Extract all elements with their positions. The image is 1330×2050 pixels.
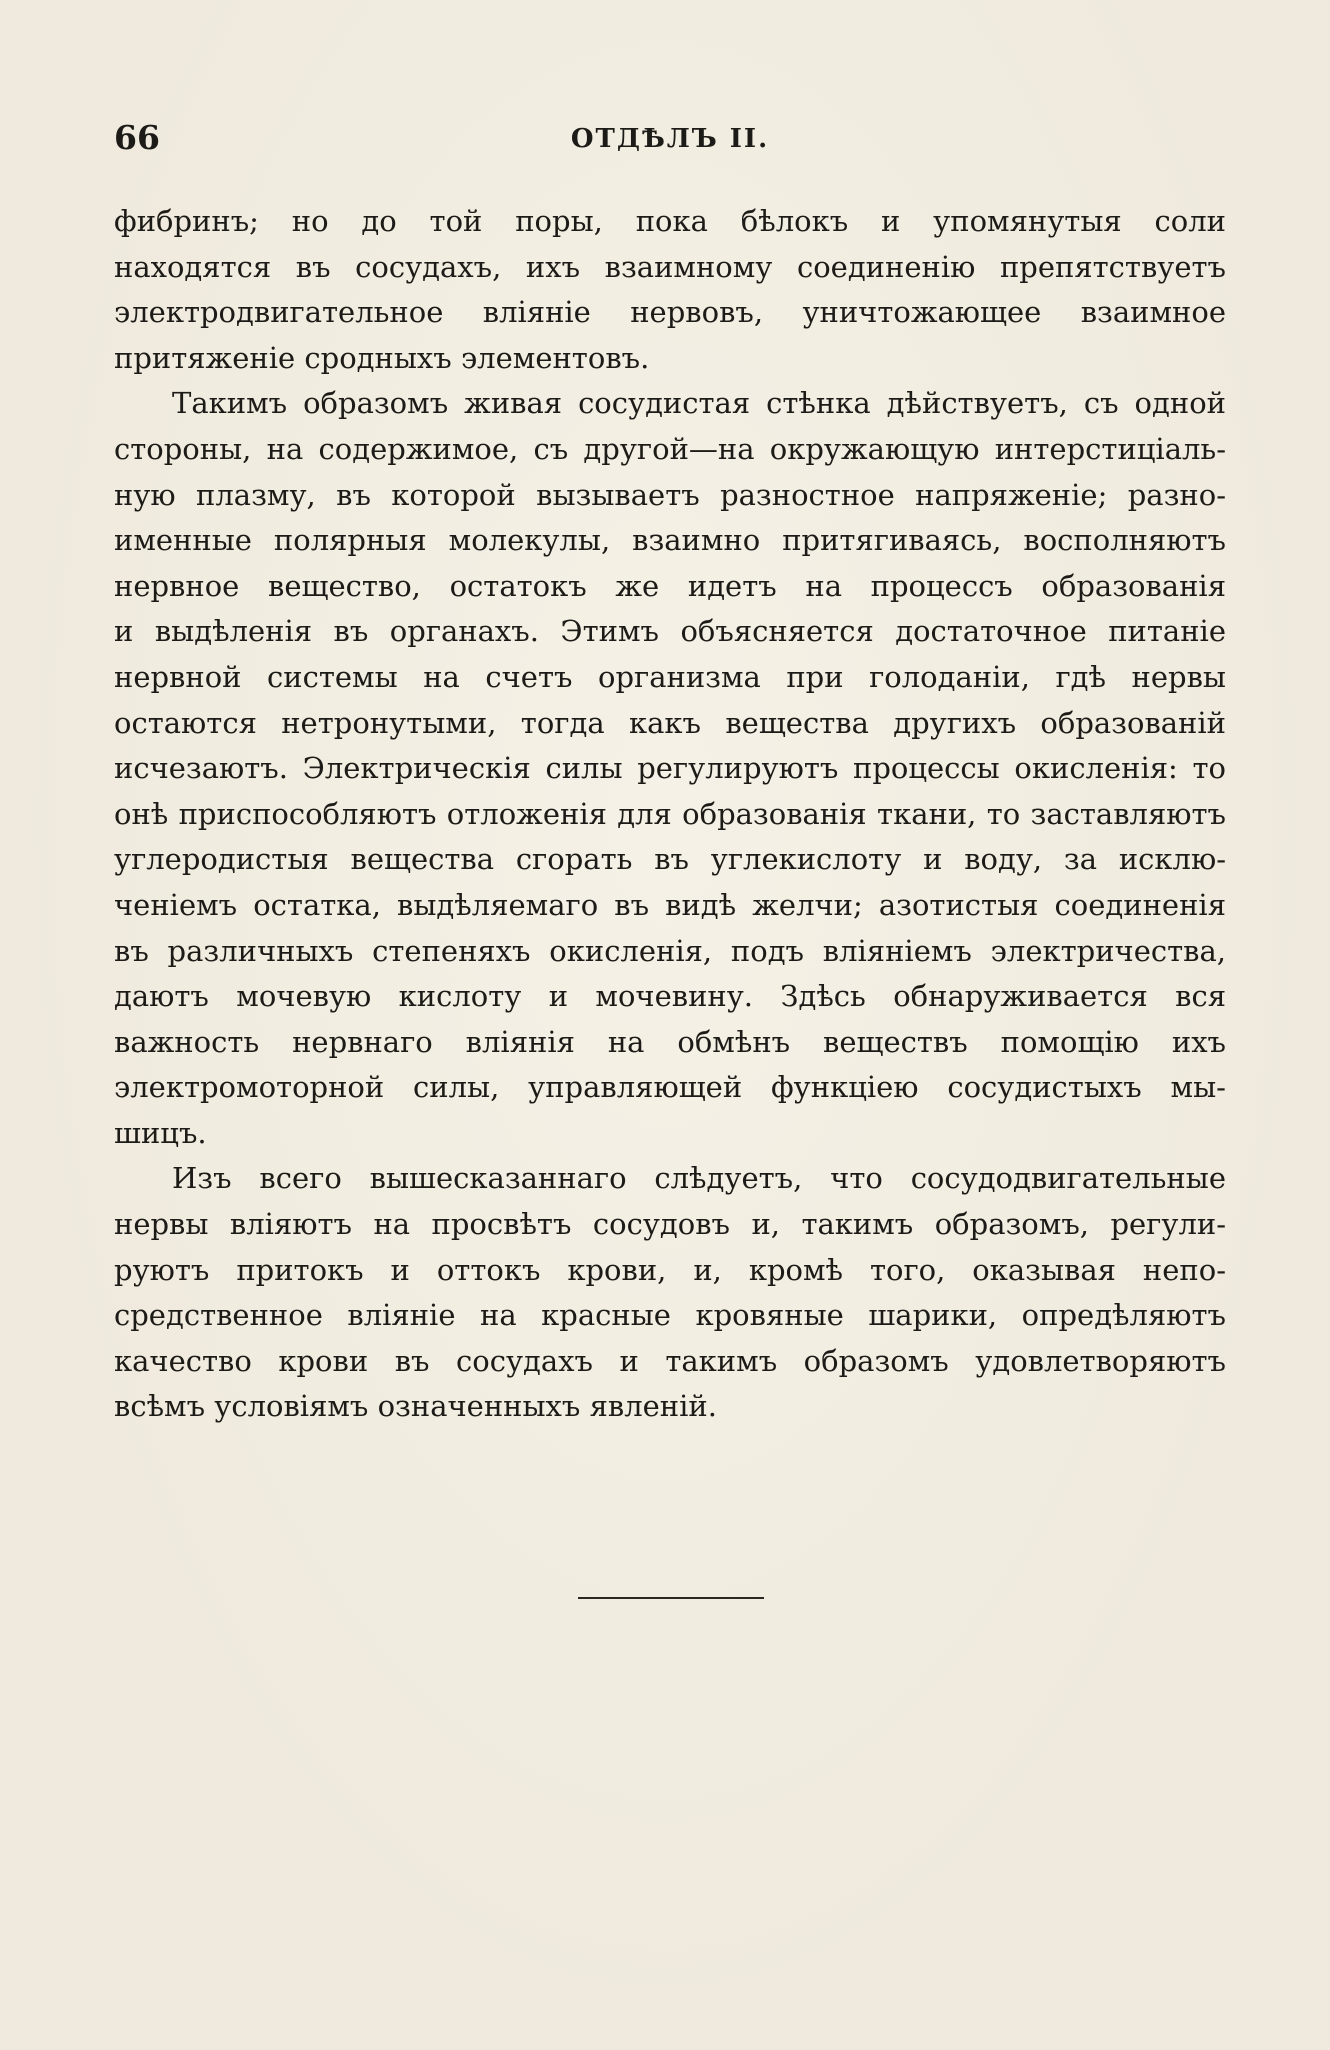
text-line: исчезаютъ. Электрическія силы регулируютъ процессы окисленія: то	[114, 751, 1226, 786]
paragraph-3	[114, 1156, 1226, 1430]
text-line: ную плазму, въ которой вызываетъ разностное напряженіе; разно-	[114, 477, 1226, 512]
text-line: шицъ.	[114, 1115, 207, 1150]
text-line: всѣмъ условіямъ означенныхъ явленій.	[114, 1389, 717, 1424]
paragraph-1	[114, 199, 1226, 381]
text-line: средственное вліяніе на красные кровяные шарики, опредѣляютъ	[114, 1298, 1226, 1333]
text-line: даютъ мочевую кислоту и мочевину. Здѣсь обнаруживается вся	[114, 979, 1226, 1014]
text-line: электродвигательное вліяніе нервовъ, уничтожающее взаимное	[114, 295, 1226, 330]
text-line: фибринъ; но до той поры, пока бѣлокъ и упомянутыя соли	[114, 204, 1226, 238]
text-line: электромоторной силы, управляющей функціею сосудистыхъ мы-	[114, 1070, 1226, 1105]
running-head: ОТДѢЛЪ II.	[570, 124, 770, 154]
text-line: Такимъ образомъ живая сосудистая стѣнка дѣйствуетъ, съ одной	[172, 386, 1226, 421]
text-line: остаются нетронутыми, тогда какъ вещества другихъ образованій	[114, 705, 1226, 740]
text-line: нервное вещество, остатокъ же идетъ на процессъ образованія	[114, 568, 1226, 603]
text-line: руютъ притокъ и оттокъ крови, и, кромѣ того, оказывая непо-	[114, 1252, 1226, 1287]
text-line: притяженіе сродныхъ элементовъ.	[114, 340, 650, 375]
text-line: стороны, на содержимое, съ другой—на окружающую интерстиціаль-	[114, 431, 1226, 466]
text-line: именные полярныя молекулы, взаимно притягиваясь, восполняютъ	[114, 523, 1226, 558]
text-line: углеродистыя вещества сгорать въ углекислоту и воду, за исклю-	[114, 842, 1226, 877]
text-line: важность нервнаго вліянія на обмѣнъ веществъ помощію ихъ	[114, 1024, 1226, 1059]
text-line: качество крови въ сосудахъ и такимъ образомъ удовлетворяютъ	[114, 1343, 1226, 1378]
page-number: 66	[114, 118, 160, 157]
text-line: нервной системы на счетъ организма при голоданіи, гдѣ нервы	[114, 659, 1226, 694]
text-line: въ различныхъ степеняхъ окисленія, подъ вліяніемъ электричества,	[114, 933, 1226, 968]
paragraph-2	[114, 381, 1226, 1156]
text-line: и выдѣленія въ органахъ. Этимъ объясняется достаточное питаніе	[114, 614, 1226, 649]
text-line: Изъ всего вышесказаннаго слѣдуетъ, что сосудодвигательные	[172, 1161, 1226, 1196]
text-line: находятся въ сосудахъ, ихъ взаимному соединенію препятствуетъ	[114, 249, 1226, 284]
section-end-rule	[578, 1597, 764, 1599]
body-text	[114, 199, 1226, 1430]
text-line: нервы вліяютъ на просвѣтъ сосудовъ и, такимъ образомъ, регули-	[114, 1207, 1226, 1242]
text-line: ченіемъ остатка, выдѣляемаго въ видѣ желчи; азотистыя соединенія	[114, 887, 1226, 922]
text-line: онѣ приспособляютъ отложенія для образованія ткани, то заставляютъ	[114, 796, 1226, 831]
page-header	[114, 118, 1226, 174]
